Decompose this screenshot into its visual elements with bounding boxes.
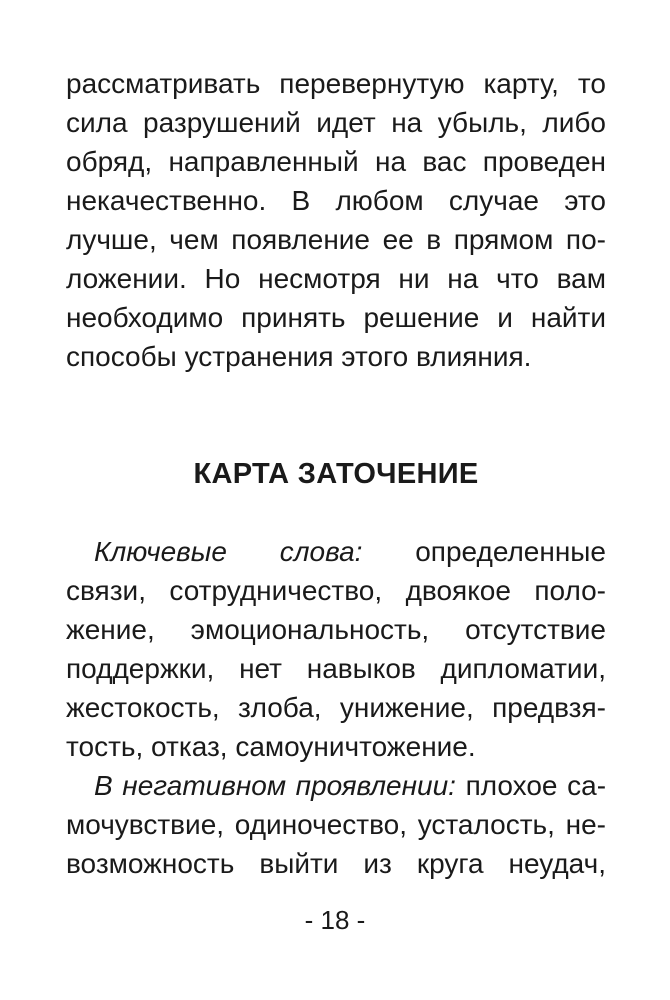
text-line: связи, сотрудничество, двоякое поло- (66, 575, 606, 606)
section-body (66, 532, 606, 883)
page-body (66, 64, 607, 879)
text-line: некачественно. В любом случае это (66, 185, 606, 216)
text-line: поддержки, нет навыков дипломатии, (66, 653, 606, 684)
text-line: ложении. Но несмотря ни на что вам (66, 263, 606, 294)
negative-first-text: плохое са- (465, 770, 607, 801)
keywords-paragraph (66, 532, 606, 766)
text-line: необходимо принять решение и найти (66, 302, 606, 333)
keywords-first-text: определенные (415, 536, 606, 567)
text-line: обряд, направленный на вас проведен (66, 146, 606, 177)
text-line: тость, отказ, самоуничтожение. (66, 731, 476, 762)
text-line: жение, эмоциональность, отсутствие (66, 614, 606, 645)
paragraph-continued (66, 64, 606, 376)
text-line: способы устранения этого влияния. (66, 341, 532, 372)
text-line: возможность выйти из круга неудач, (66, 848, 606, 879)
page-number: - 18 - (304, 905, 366, 935)
text-line: лучше, чем появление ее в прямом по- (66, 224, 606, 255)
section-title: КАРТА ЗАТОЧЕНИЕ (193, 458, 479, 490)
negative-label: В негативном проявлении: (94, 770, 456, 801)
text-line: жестокость, злоба, унижение, предвзя- (66, 692, 606, 723)
text-line (66, 532, 606, 571)
text-line: рассматривать перевернутую карту, то (66, 68, 606, 99)
text-line: сила разрушений идет на убыль, либо (66, 107, 606, 138)
negative-paragraph (66, 766, 606, 883)
text-line (66, 766, 606, 805)
text-line: мочувствие, одиночество, усталость, не- (66, 809, 606, 840)
keywords-label: Ключевые слова: (94, 536, 363, 567)
